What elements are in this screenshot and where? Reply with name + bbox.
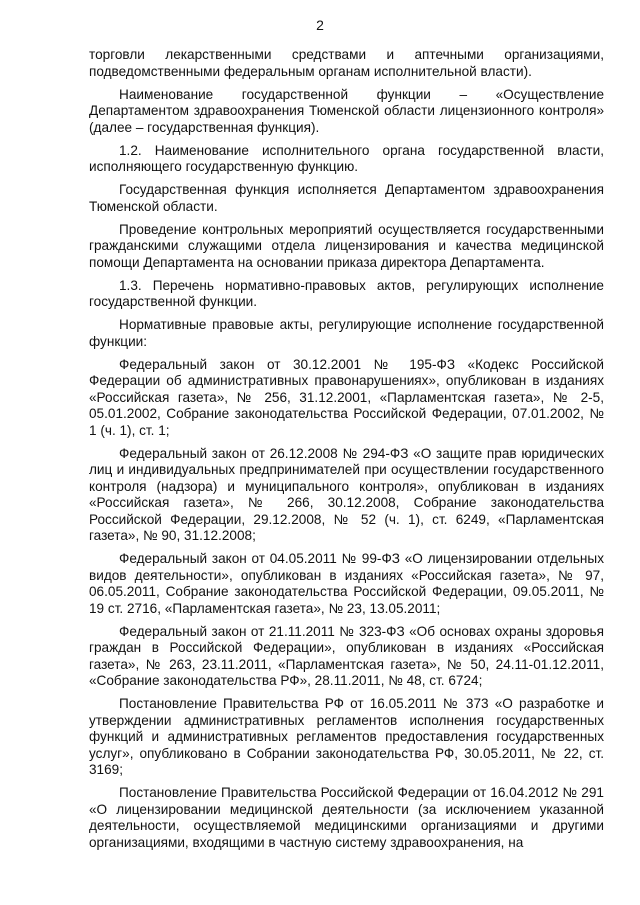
paragraph-section-1-3: 1.3. Перечень нормативно-правовых актов, регулирующих исполнение государственной функции. (89, 277, 604, 309)
document-body (89, 47, 604, 851)
paragraph-resolution-291: Постановление Правительства Российской Федерации от 16.04.2012 № 291 «О лицензировании медицинской деятельности (за исключением указанной деятельности, осуществляемой медицинскими организациями и другими организациями, входящими в частную систему здравоохранения, на (89, 785, 604, 850)
paragraph-continuation: торговли лекарственными средствами и аптечными организациями, подведомственными федеральным органам исполнительной власти). (89, 47, 604, 79)
paragraph-legal-acts-intro: Нормативные правовые акты, регулирующие исполнение государственной функции: (89, 317, 604, 349)
paragraph-executing-body: Государственная функция исполняется Департаментом здравоохранения Тюменской области. (89, 182, 604, 214)
paragraph-section-1-2: 1.2. Наименование исполнительного органа государственной власти, исполняющего государственную функцию. (89, 142, 604, 174)
paragraph-function-name: Наименование государственной функции – «Осуществление Департаментом здравоохранения Тюменской области лицензионного контроля» (далее – государственная функция). (89, 86, 604, 135)
page-number: 2 (316, 17, 324, 33)
paragraph-law-195-fz: Федеральный закон от 30.12.2001 № 195-ФЗ «Кодекс Российской Федерации об административных правонарушениях», опубликован в изданиях «Российская газета», № 256, 31.12.2001, «Парламентская газета», № 2-5, 05.01.2002, Собрание законодательства Российской Федерации, 07.01.2002, № 1 (ч. 1), ст. 1; (89, 356, 604, 438)
paragraph-resolution-373: Постановление Правительства РФ от 16.05.2011 № 373 «О разработке и утверждении административных регламентов исполнения государственных функций и административных регламентов предоставления государственных услуг», опубликовано в Собрании законодательства РФ, 30.05.2011, № 22, ст. 3169; (89, 696, 604, 777)
paragraph-law-99-fz: Федеральный закон от 04.05.2011 № 99-ФЗ «О лицензировании отдельных видов деятельности», опубликован в изданиях «Российская газета», № 97, 06.05.2011, Собрание законодательства Российской Федерации, 09.05.2011, № 19 ст. 2716, «Парламентская газета», № 23, 13.05.2011; (89, 551, 604, 616)
paragraph-law-323-fz: Федеральный закон от 21.11.2011 № 323-ФЗ «Об основах охраны здоровья граждан в Российской Федерации», опубликован в изданиях «Российская газета», № 263, 23.11.2011, «Парламентская газета», № 50, 24.11-01.12.2011, «Собрание законодательства РФ», 28.11.2011, № 48, ст. 6724; (89, 623, 604, 688)
paragraph-control-measures: Проведение контрольных мероприятий осуществляется государственными гражданскими служащими отдела лицензирования и качества медицинской помощи Департамента на основании приказа директора Департамента. (89, 221, 604, 270)
paragraph-law-294-fz: Федеральный закон от 26.12.2008 № 294-ФЗ «О защите прав юридических лиц и индивидуальных предпринимателей при осуществлении государственного контроля (надзора) и муниципального контроля», опубликован в изданиях «Российская газета», № 266, 30.12.2008, Собрание законодательства Российской Федерации, 29.12.2008, № 52 (ч. 1), ст. 6249, «Парламентская газета», № 90, 31.12.2008; (89, 445, 604, 543)
